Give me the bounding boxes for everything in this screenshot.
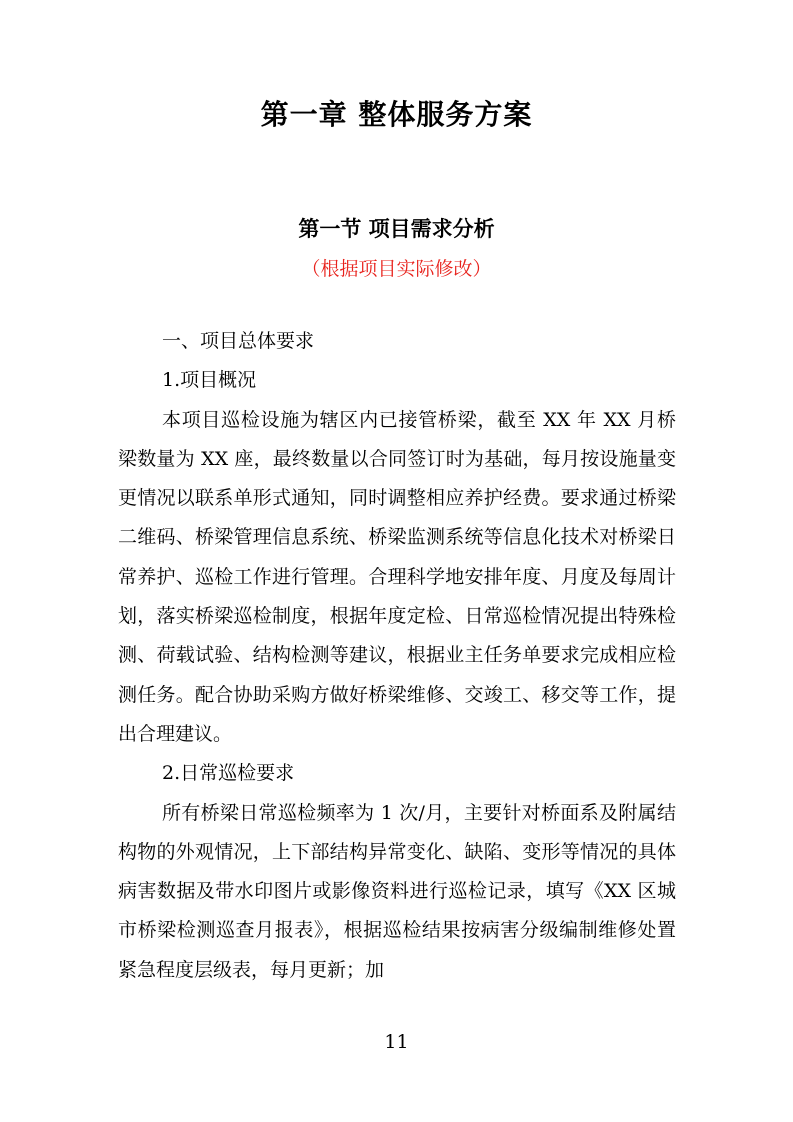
page-number: 11 — [384, 1031, 409, 1053]
chapter-title: 第一章 整体服务方案 — [260, 98, 533, 131]
paragraph-project-overview: 本项目巡检设施为辖区内已接管桥梁，截至 XX 年 XX 月桥梁数量为 XX 座，最终数量以合同签订时为基础，每月按设施量变更情况以联系单形式通知，同时调整相应养护经费。要求通过桥梁二维码、桥梁管理信息系统、桥梁监测系统等信息化技术对桥梁日常养护、巡检工作进行管理。合理科学地安排年度、月度及每周计划，落实桥梁巡检制度，根据年度定检、日常巡检情况提出特殊检测、荷载试验、结构检测等建议，根据业主任务单要求完成相应检测任务。配合协助采购方做好桥梁维修、交竣工、移交等工作，提出合理建议。 — [118, 408, 676, 745]
subheading-project-overview: 1.项目概况 — [162, 369, 257, 392]
section-note: （根据项目实际修改） — [301, 258, 492, 280]
section-title: 第一节 项目需求分析 — [298, 217, 495, 241]
heading-project-overall-requirements: 一、项目总体要求 — [162, 330, 315, 352]
paragraph-daily-inspection: 所有桥梁日常巡检频率为 1 次/月，主要针对桥面系及附属结构物的外观情况，上下部结构异常变化、缺陷、变形等情况的具体病害数据及带水印图片或影像资料进行巡检记录，填写《XX 区城市桥梁检测巡查月报表》，根据巡检结果按病害分级编制维修处置紧急程度层级表，每月更新；加 — [118, 801, 676, 981]
subheading-daily-inspection: 2.日常巡检要求 — [162, 762, 295, 785]
body-text — [118, 322, 676, 990]
